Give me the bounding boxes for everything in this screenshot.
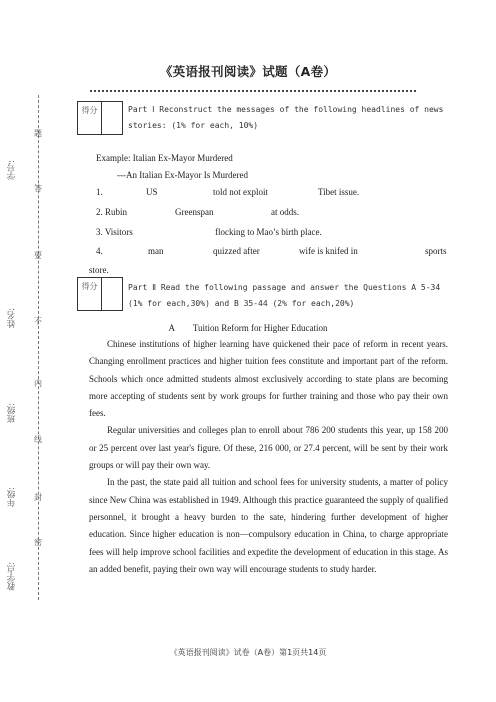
item4-w1: man	[148, 246, 164, 256]
item1-num: 1.	[96, 187, 103, 197]
example-answer: ---An Italian Ex-Mayor Is Murdered	[117, 170, 248, 180]
item4-num: 4.	[96, 246, 103, 256]
part1-instruction-line1: Part Ⅰ Reconstruct the messages of the following headlines of news	[128, 105, 444, 114]
part1-instruction-line2: stories: (1% for each, 10%)	[128, 121, 259, 130]
item4-w2: quizzed after	[213, 246, 260, 256]
item2-w2: at odds.	[271, 207, 299, 217]
example-headline: Example: Italian Ex-Mayor Murdered	[96, 153, 233, 163]
item3-num: 3. Visitors	[96, 227, 133, 237]
bind-mark-bu: 不	[34, 317, 42, 326]
binding-line	[38, 95, 39, 600]
item1-w1: US	[146, 187, 158, 197]
passage-paragraph-1: Chinese institutions of higher learning have quickened their pace of reform in recent years. Changing enrollment practices and higher tuition fees constitute and important part of the reform. Schools which once admitted students almost exclusively according to state plans are becoming more accepting of students sent by work groups for further training and those who pay their own fees.	[89, 339, 448, 419]
item1-w2: told not exploit	[213, 187, 268, 197]
item4-continuation: store.	[89, 265, 109, 275]
title-divider	[90, 90, 416, 92]
bind-mark-da: 答	[34, 184, 42, 193]
item4-w3: wife is knifed in	[299, 246, 358, 256]
item1-w3: Tibet issue.	[318, 187, 360, 197]
bind-mark-xian: 线	[34, 435, 42, 444]
score-label: 得分	[78, 278, 102, 310]
score-box-part2	[77, 277, 123, 311]
score-box-part1	[77, 101, 123, 135]
bind-mark-nei: 内	[34, 379, 42, 388]
section-letter: A	[168, 323, 175, 333]
bind-mark-yao: 要	[34, 251, 42, 260]
bind-mark-mi: 密	[34, 538, 42, 547]
passage-paragraph-3: In the past, the state paid all tuition and school fees for university students, a matter of policy since New China was established in 1949. Although this practice guaranteed the supply of qualified personnel, it brought a heavy burden to the sate, hindering further development of higher education. Since higher education is non—compulsory education in China, to charge appropriate fees will help improve school facilities and expedite the development of education in this stage. As an added benefit, paying their own way will encourage students to study harder.	[89, 477, 448, 574]
score-label: 得分	[78, 102, 102, 134]
item4-w4: sports	[425, 246, 447, 256]
passage	[89, 336, 448, 578]
bind-mark-ti: 题	[34, 129, 42, 138]
section-heading	[0, 322, 496, 334]
page-title: 《英语报刊阅读》试题（A卷）	[159, 64, 337, 79]
item3-w1: flocking to Mao’s birth place.	[215, 227, 322, 237]
passage-paragraph-2: Regular universities and colleges plan to enroll about 786 200 students this year, up 158 200 or 25 percent over last year's figure. Of these, 216 000, or 27.4 percent, will be sent by their work groups or will pay their own way.	[89, 425, 448, 471]
name-label: 姓名:	[7, 308, 17, 328]
section-title: Tuition Reform for Higher Education	[192, 323, 328, 333]
part2-instruction-line2: (1% for each,30%) and B 35-44 (2% for each,20%)	[128, 299, 355, 308]
part2-instruction-line1: Part Ⅱ Read the following passage and answer the Questions A 5-34	[128, 283, 441, 292]
part1-instruction	[128, 102, 458, 134]
part2-instruction	[128, 280, 468, 312]
item2-w1: Greenspan	[175, 207, 214, 217]
page-footer: 《英语报刊阅读》试卷（A卷）第1页共14页	[169, 648, 327, 657]
student-id-label: 学号:	[7, 160, 17, 180]
bind-mark-feng: 封	[34, 493, 42, 502]
teaching-site-label: 教学点:	[7, 562, 17, 591]
item2-num: 2. Rubin	[96, 207, 128, 217]
grade-label: 年级:	[7, 487, 17, 507]
class-label: 班级:	[7, 403, 17, 423]
